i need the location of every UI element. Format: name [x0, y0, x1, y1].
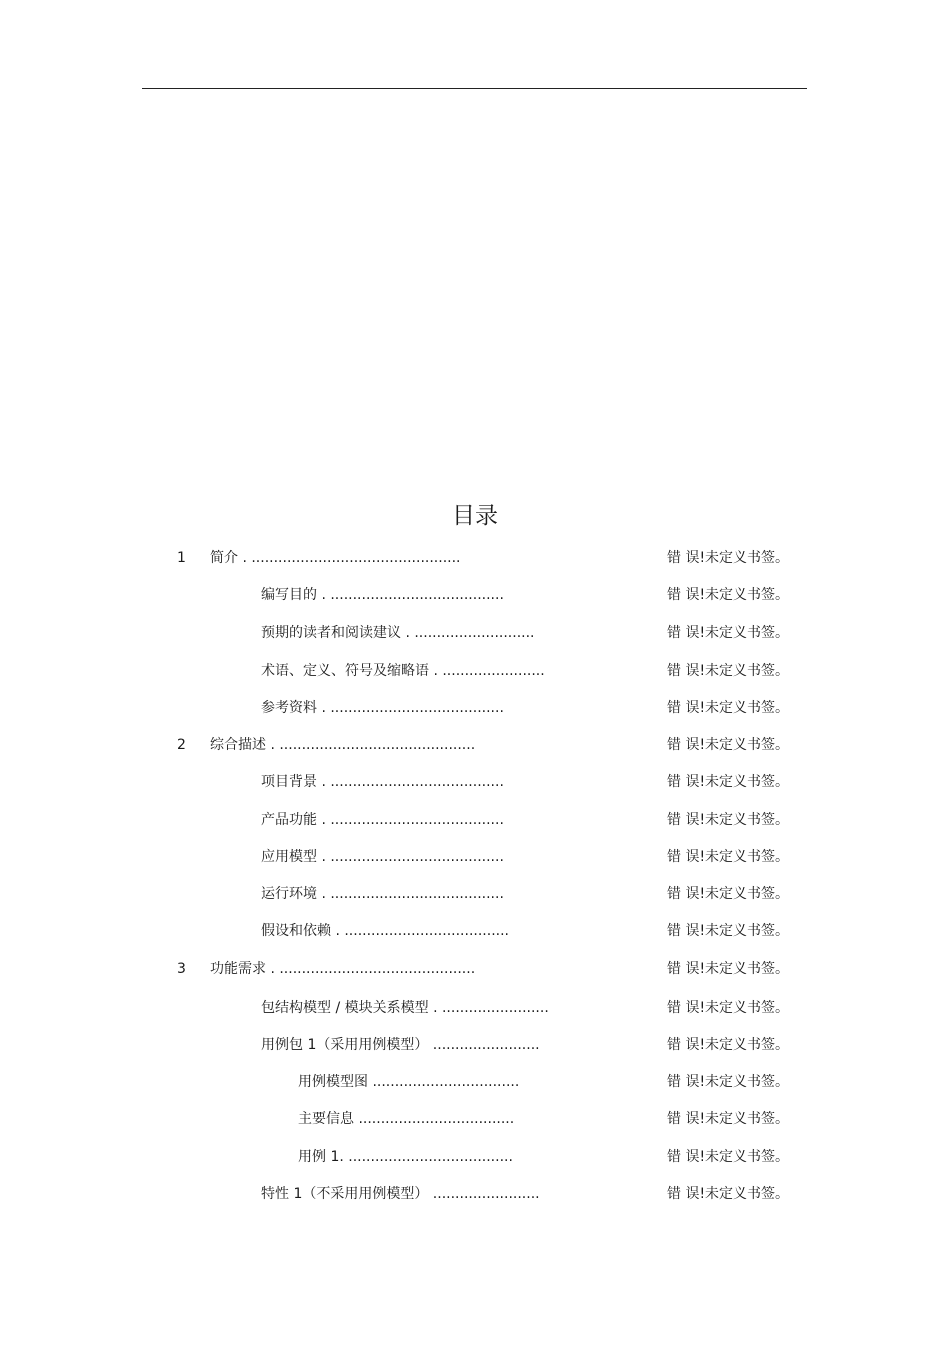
toc-entry[interactable] [0, 1108, 950, 1130]
toc-entry[interactable] [0, 547, 950, 569]
toc-entry-label: 包结构模型 / 模块关系模型 . ........................ [261, 1000, 549, 1016]
toc-entry-label: 假设和依赖 . ..................................... [261, 923, 510, 939]
toc-entry-label: 项目背景 . ....................................... [261, 774, 504, 790]
toc-entry-number: 1 [177, 550, 186, 566]
toc-entry-number: 2 [177, 737, 186, 753]
toc-entry-label: 运行环境 . ....................................... [261, 886, 504, 902]
toc-entry[interactable] [0, 660, 950, 682]
toc-entry-label: 用例 1. ..................................... [298, 1149, 513, 1165]
toc-entry-page: 错 误!未定义书签。 [667, 587, 790, 603]
toc-entry-page: 错 误!未定义书签。 [667, 1186, 790, 1202]
toc-entry-page: 错 误!未定义书签。 [667, 737, 790, 753]
toc-entry[interactable] [0, 771, 950, 793]
toc-entry-page: 错 误!未定义书签。 [667, 700, 790, 716]
toc-entry[interactable] [0, 958, 950, 980]
toc-entry[interactable] [0, 697, 950, 719]
toc-entry-label: 特性 1（不采用用例模型） ........................ [261, 1186, 540, 1202]
toc-entry[interactable] [0, 846, 950, 868]
toc-entry-label: 应用模型 . ....................................... [261, 849, 504, 865]
toc-entry-page: 错 误!未定义书签。 [667, 1111, 790, 1127]
toc-entry-label: 功能需求 . ............................................ [210, 961, 476, 977]
toc-entry-label: 预期的读者和阅读建议 . ........................... [261, 625, 535, 641]
toc-entry[interactable] [0, 622, 950, 644]
toc-entry-label: 术语、定义、符号及缩略语 . ....................... [261, 663, 545, 679]
toc-entry[interactable] [0, 734, 950, 756]
toc-entry-page: 错 误!未定义书签。 [667, 1037, 790, 1053]
toc-entry-page: 错 误!未定义书签。 [667, 886, 790, 902]
toc-entry-page: 错 误!未定义书签。 [667, 1074, 790, 1090]
toc-entry[interactable] [0, 809, 950, 831]
toc-entry[interactable] [0, 883, 950, 905]
toc-title: 目录 [452, 503, 498, 529]
toc-entry-page: 错 误!未定义书签。 [667, 849, 790, 865]
toc-entry[interactable] [0, 1183, 950, 1205]
toc-entry-page: 错 误!未定义书签。 [667, 923, 790, 939]
toc-entry-page: 错 误!未定义书签。 [667, 663, 790, 679]
toc-entry-page: 错 误!未定义书签。 [667, 961, 790, 977]
toc-entry[interactable] [0, 997, 950, 1019]
toc-entry-label: 综合描述 . ............................................ [210, 737, 476, 753]
toc-entry[interactable] [0, 584, 950, 606]
toc-entry-label: 用例模型图 ................................. [298, 1074, 520, 1090]
toc-entry[interactable] [0, 1034, 950, 1056]
toc-entry-page: 错 误!未定义书签。 [667, 1149, 790, 1165]
toc-entry[interactable] [0, 1146, 950, 1168]
toc-entry-page: 错 误!未定义书签。 [667, 550, 790, 566]
toc-entry-number: 3 [177, 961, 186, 977]
toc-entry-label: 主要信息 ................................... [298, 1111, 515, 1127]
toc-entry-label: 产品功能 . ....................................... [261, 812, 504, 828]
toc-entry-page: 错 误!未定义书签。 [667, 774, 790, 790]
toc-entry[interactable] [0, 920, 950, 942]
toc-entry-page: 错 误!未定义书签。 [667, 625, 790, 641]
toc-entry-label: 用例包 1（采用用例模型） ........................ [261, 1037, 540, 1053]
toc-entry[interactable] [0, 1071, 950, 1093]
toc-entry-label: 简介 . ............................................... [210, 550, 461, 566]
toc-entry-page: 错 误!未定义书签。 [667, 812, 790, 828]
toc-entry-label: 参考资料 . ....................................... [261, 700, 504, 716]
toc-entry-label: 编写目的 . ....................................... [261, 587, 504, 603]
toc-entry-page: 错 误!未定义书签。 [667, 1000, 790, 1016]
